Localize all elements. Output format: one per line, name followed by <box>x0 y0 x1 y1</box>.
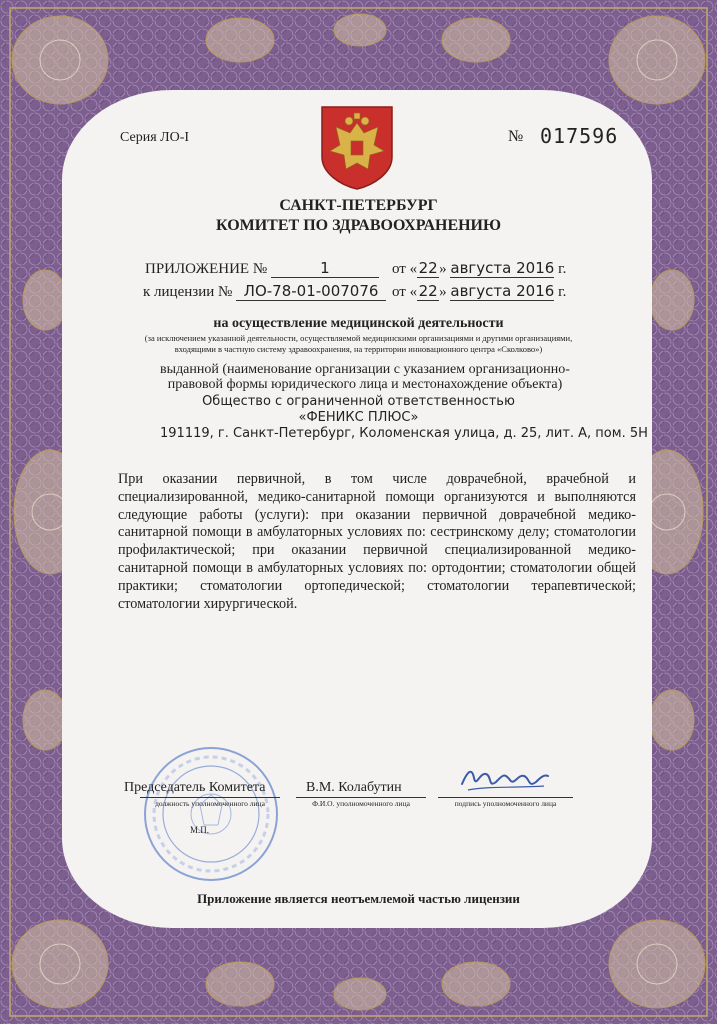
signatory-name: В.М. Колабутин <box>306 780 402 795</box>
appendix-day-close: » <box>439 261 447 277</box>
license-date-prefix: от « <box>392 284 418 300</box>
license-prefix: к лицензии № <box>143 284 233 300</box>
organization-name: «ФЕНИКС ПЛЮС» <box>298 410 419 425</box>
appendix-year-suffix: г. <box>558 261 567 277</box>
license-month-year: августа 2016 <box>450 282 555 300</box>
caption-name: Ф.И.О. уполномоченного лица <box>296 797 426 808</box>
license-line <box>143 282 386 301</box>
signatory-role: Председатель Комитета <box>124 780 266 795</box>
appendix-number: 1 <box>271 259 379 278</box>
seal-place-label: М.П. <box>190 825 210 835</box>
footer-note: Приложение является неотъемлемой частью лицензии <box>197 891 520 906</box>
caption-role: должность уполномоченного лица <box>140 797 280 808</box>
caption-signature: подпись уполномоченного лица <box>438 797 573 808</box>
official-stamp-icon <box>142 745 280 883</box>
document-number: 017596 <box>540 124 619 148</box>
license-date <box>392 282 566 301</box>
appendix-date <box>392 259 566 278</box>
activity-note: (за исключением указанной деятельности, осуществляемой медицинскими организациями и другими организациями, входящими в частную систему здравоохранения, на территории инновационного центра «Сколково») <box>144 333 573 354</box>
handwritten-signature <box>458 762 550 796</box>
services-text: При оказании первичной, в том числе доврачебной, врачебной и специализированной, медико-санитарной помощи организуются и выполняются следующие работы (услуги): при оказании первичной доврачебной медико-санитарной помощи в амбулаторных условиях по: сестринскому делу; стоматологии профилактической; при оказании первичной специализированной медико-санитарной помощи в амбулаторных условиях по: ортодонтии; стоматологии общей практики; стоматологии ортопедической; стоматологии терапевтической; стоматологии хирургической. <box>118 471 636 612</box>
organization-address: 191119, г. Санкт-Петербург, Коломенская улица, д. 25, лит. А, пом. 5Н <box>160 426 648 441</box>
number-label: № <box>508 128 524 145</box>
committee-title: КОМИТЕТ ПО ЗДРАВООХРАНЕНИЮ <box>215 217 502 234</box>
activity-title: на осуществление медицинской деятельности <box>213 316 504 331</box>
license-year-suffix: г. <box>558 284 567 300</box>
license-day: 22 <box>418 282 438 300</box>
coat-of-arms-icon <box>318 105 396 190</box>
series-label: Серия ЛО-I <box>120 130 190 145</box>
appendix-line <box>145 259 379 278</box>
appendix-month-year: августа 2016 <box>450 259 555 277</box>
city-title: САНКТ-ПЕТЕРБУРГ <box>279 197 438 214</box>
issued-label: выданной (наименование организации с указанием организационно-правовой формы юридического лица и местонахождение объекта) <box>160 362 570 392</box>
organization-form: Общество с ограниченной ответственностью <box>202 394 515 409</box>
appendix-date-prefix: от « <box>392 261 418 277</box>
appendix-day: 22 <box>418 259 438 277</box>
appendix-prefix: ПРИЛОЖЕНИЕ № <box>145 261 268 277</box>
license-day-close: » <box>439 284 447 300</box>
license-number: ЛО-78-01-007076 <box>236 282 386 301</box>
